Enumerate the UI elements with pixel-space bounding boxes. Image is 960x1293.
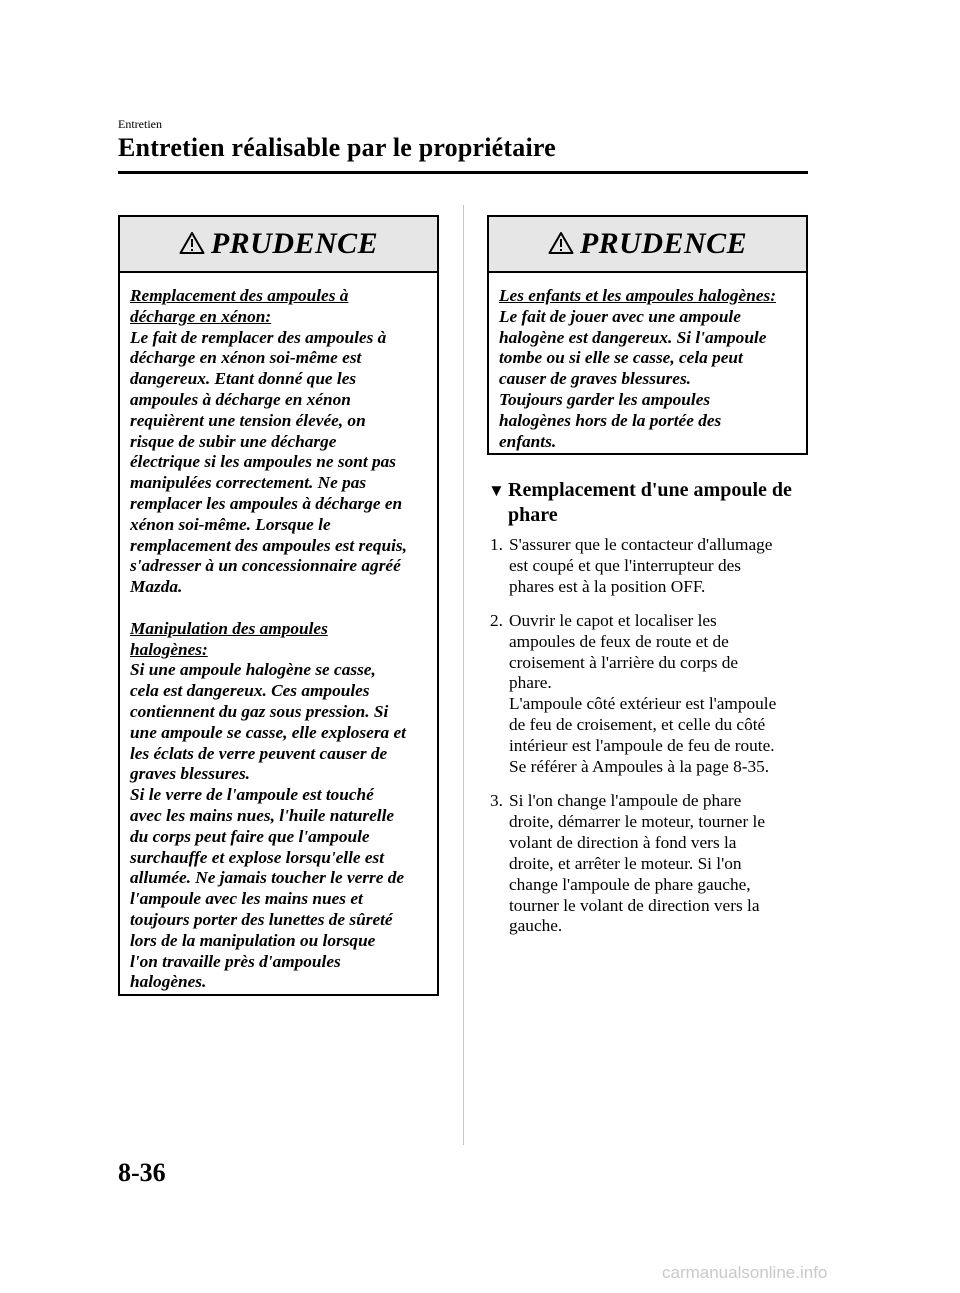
step-text: Ouvrir le capot et localiser les ampoules de feux de route et de croisement à l'arrière du corps de phare. L'ampoule côté extérieur est l'ampoule de feu de croisement, et celle du côté intérieur est l'ampoule de feu de route. Se référer à Ampoules à la page 8-35.: [509, 610, 777, 777]
list-item: [490, 611, 810, 778]
list-item: [490, 791, 810, 937]
caution-heading: Les enfants et les ampoules halogènes:: [499, 286, 776, 305]
page-number: 8-36: [118, 1158, 166, 1187]
section-label: Entretien: [118, 117, 162, 131]
step-number: 3.: [490, 790, 503, 810]
step-text: S'assurer que le contacteur d'allumage est coupé et que l'interrupteur des phares est à la position OFF.: [509, 535, 773, 596]
caution-title: PRUDENCE: [579, 227, 748, 260]
step-text: Si l'on change l'ampoule de phare droite, démarrer le moteur, tourner le volant de direction à fond vers la droite, et arrêter le moteur. Si l'on change l'ampoule de phare gauche, tourner le volant de direction vers la gauche.: [509, 790, 766, 936]
page-title: Entretien réalisable par le propriétaire: [118, 133, 556, 162]
caution-header: [120, 217, 437, 273]
steps-list: [490, 535, 810, 950]
caution-box-children: [487, 215, 808, 455]
caution-header: [489, 217, 806, 273]
caution-paragraph: Le fait de remplacer des ampoules à décharge en xénon soi-même est dangereux. Etant donné que les ampoules à décharge en xénon requièrent une tension élevée, on risque de subir une décharge électrique si les ampoules ne sont pas manipulées correctement. Ne pas remplacer les ampoules à décharge en xénon soi-même. Lorsque le remplacement des ampoules est requis, s'adresser à un concessionnaire agréé Mazda.: [130, 327, 407, 597]
caution-paragraph: Le fait de jouer avec une ampoule halogène est dangereux. Si l'ampoule tombe ou si elle se casse, cela peut causer de graves blessures. Toujours garder les ampoules halogènes hors de la portée des enfants.: [499, 306, 767, 451]
caution-heading: Remplacement des ampoules à décharge en xénon:: [130, 286, 349, 326]
column-divider: [463, 205, 464, 1145]
warning-triangle-icon: [179, 231, 205, 255]
watermark: carmanualsonline.info: [662, 1263, 828, 1282]
triangle-marker-icon: ▼: [488, 481, 505, 500]
caution-heading: Manipulation des ampoules halogènes:: [130, 618, 328, 659]
caution-body: [489, 273, 806, 462]
caution-paragraph: Si une ampoule halogène se casse, cela est dangereux. Ces ampoules contiennent du gaz sous pression. Si une ampoule se casse, elle explosera et les éclats de verre peuvent causer de graves blessures. Si le verre de l'ampoule est touché avec les mains nues, l'huile naturelle du corps peut faire que l'ampoule surchauffe et explose lorsqu'elle est allumée. Ne jamais toucher le verre de l'ampoule avec les mains nues et toujours porter des lunettes de sûreté lors de la manipulation ou lorsque l'on travaille près d'ampoules halogènes.: [130, 660, 406, 992]
warning-triangle-icon: [548, 231, 574, 255]
caution-box-xenon-halogen: [118, 215, 439, 996]
step-number: 1.: [490, 535, 503, 554]
caution-body: [120, 273, 437, 1003]
step-number: 2.: [490, 610, 503, 630]
section-heading: ▼ Remplacement d'une ampoule de phare: [488, 479, 792, 526]
list-item: [490, 535, 810, 598]
title-rule: [118, 171, 808, 174]
caution-title: PRUDENCE: [210, 227, 379, 260]
